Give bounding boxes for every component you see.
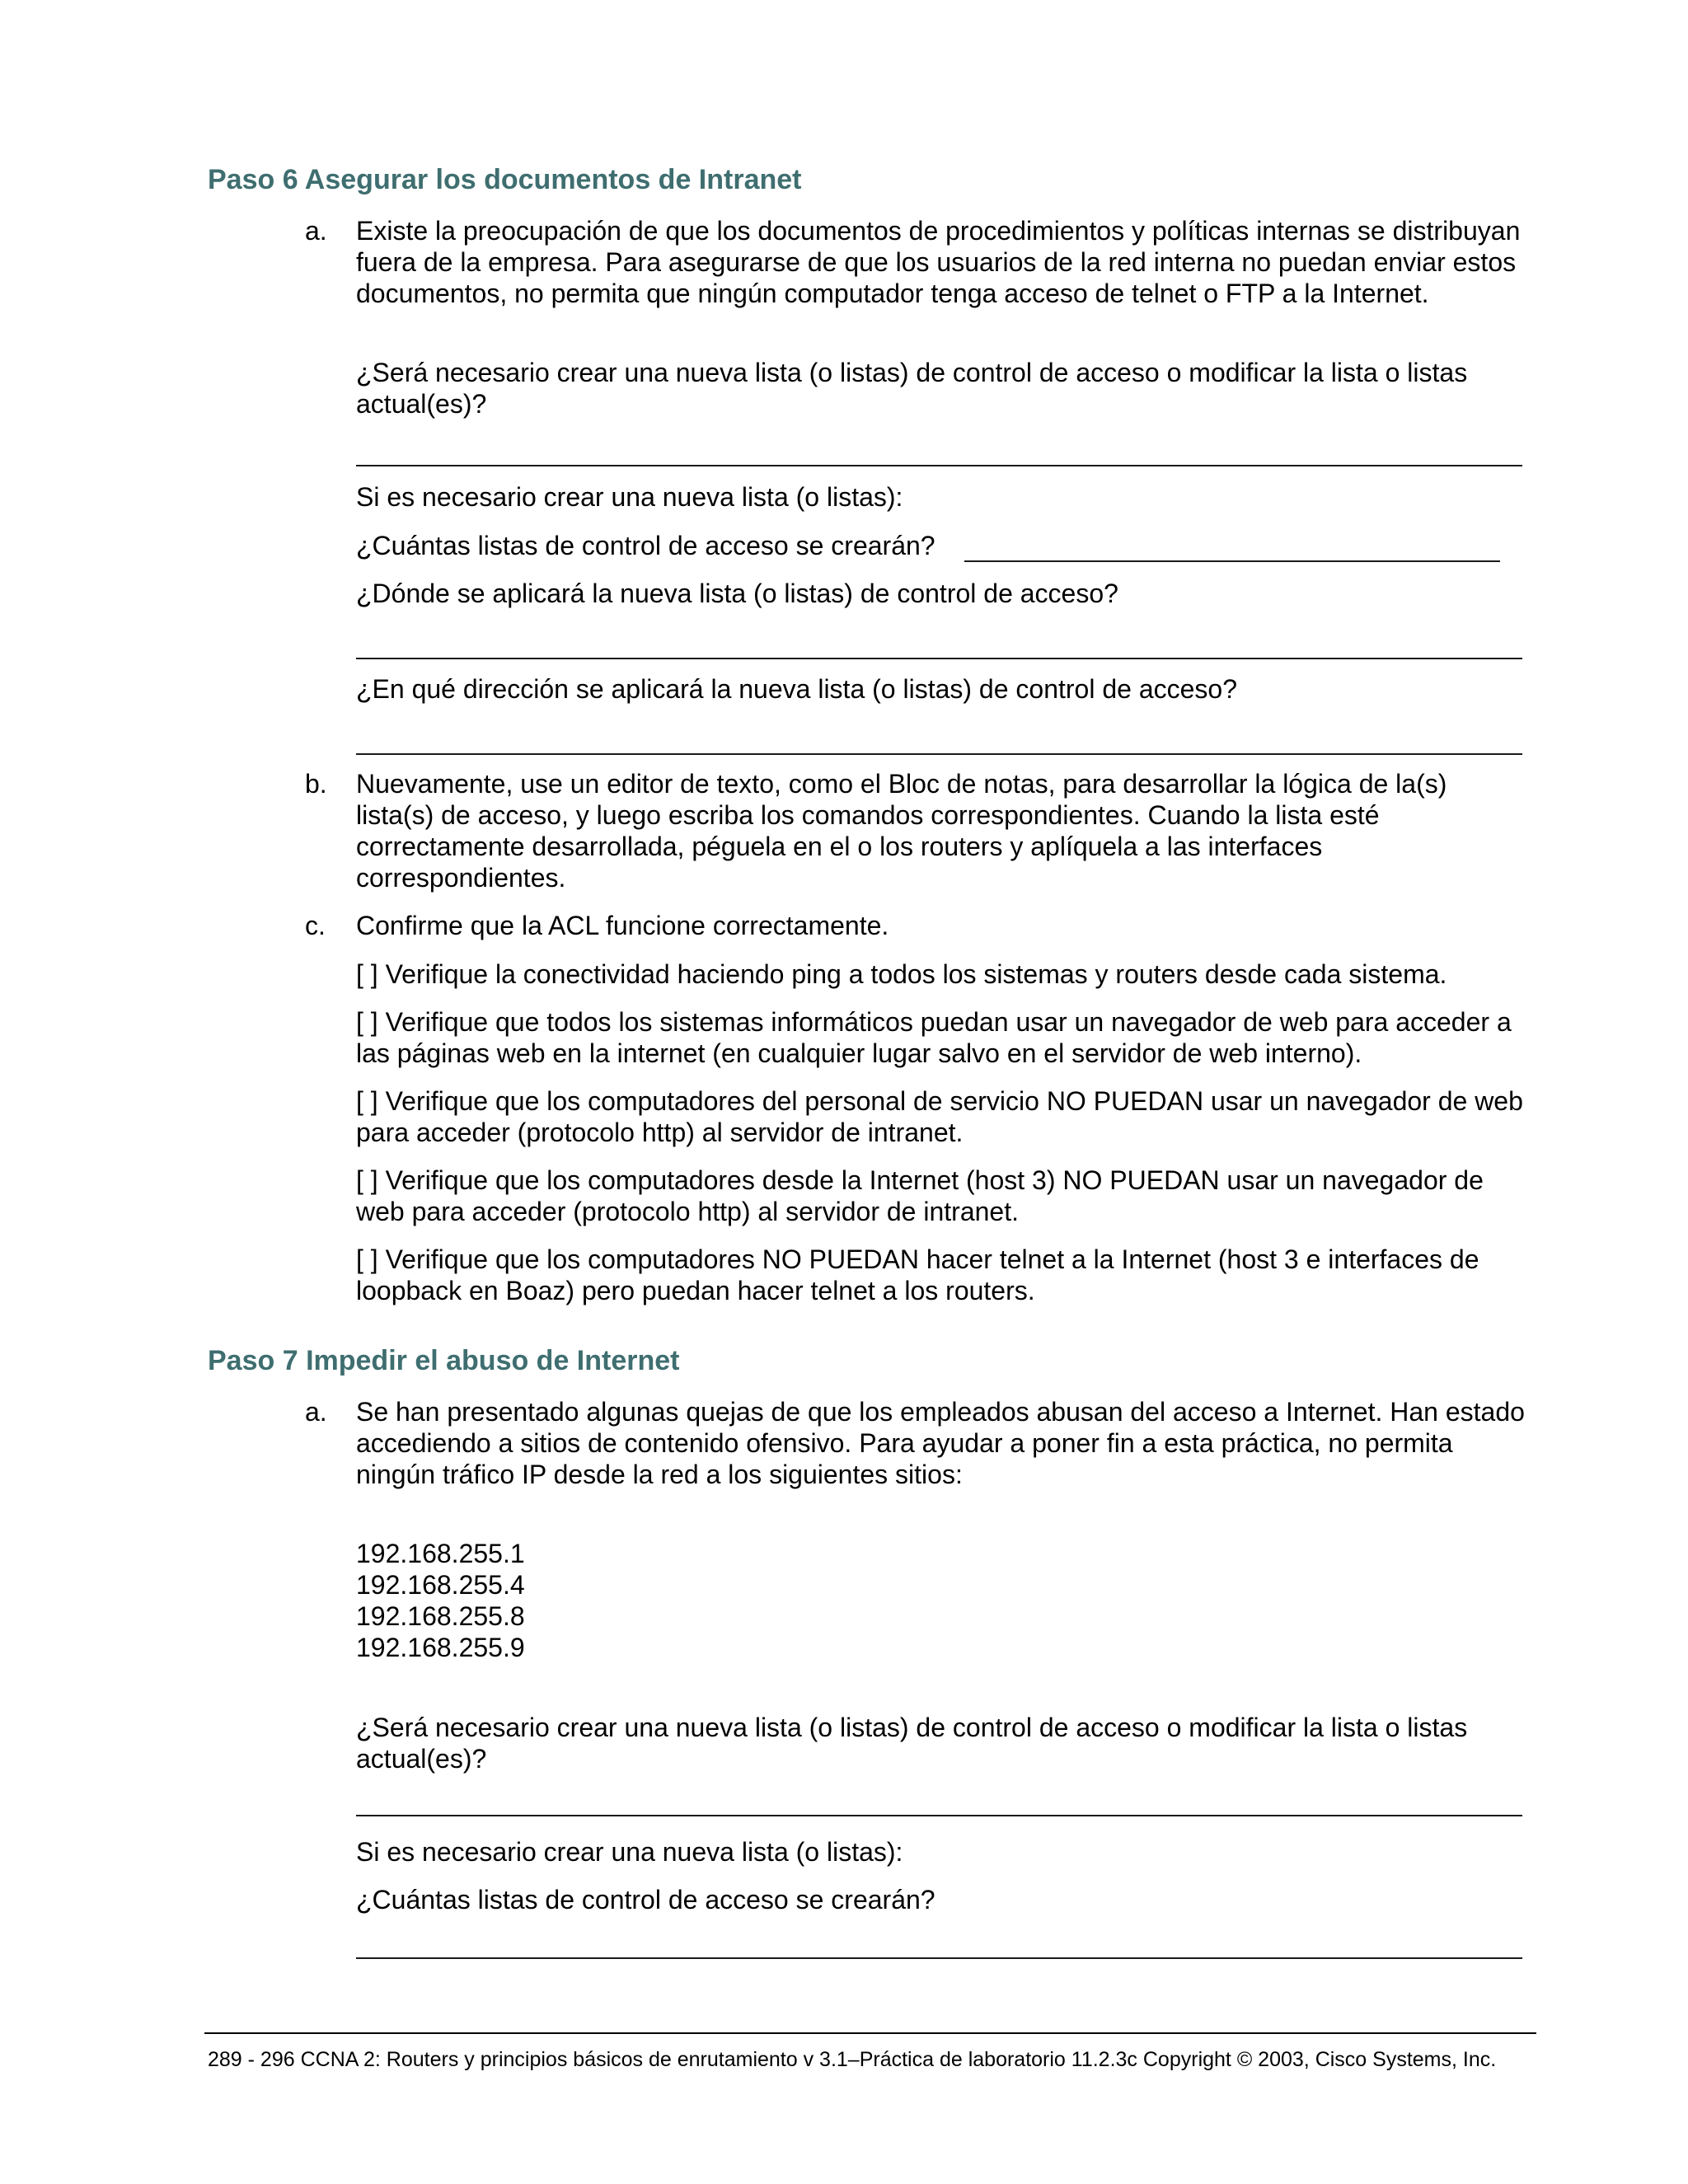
step-6-c-text: Confirme que la ACL funcione correctamente. (356, 911, 889, 940)
ip-address: 192.168.255.8 (356, 1601, 525, 1631)
step-6-c-marker: c. (305, 911, 326, 940)
step-6-question-how-many: ¿Cuántas listas de control de acceso se crearán? (356, 531, 935, 560)
answer-line-direction[interactable] (356, 753, 1522, 755)
check-item-telnet[interactable]: [ ] Verifique que los computadores NO PUEDAN hacer telnet a la Internet (host 3 e interfaces de loopback en Boaz) pero puedan hacer telnet a los routers. (356, 1244, 1479, 1305)
ip-address: 192.168.255.1 (356, 1539, 525, 1568)
step-6-heading: Paso 6 Asegurar los documentos de Intranet (208, 164, 802, 195)
step-7-a-marker: a. (305, 1397, 327, 1427)
check-item-web-access[interactable]: [ ] Verifique que todos los sistemas informáticos puedan usar un navegador de web para acceder a las páginas web en la internet (en cualquier lugar salvo en el servidor de web interno). (356, 1007, 1512, 1068)
step-6-if-new-label: Si es necesario crear una nueva lista (o listas): (356, 482, 903, 512)
step-7-question-how-many: ¿Cuántas listas de control de acceso se crearán? (356, 1885, 935, 1915)
check-item-service-staff-http[interactable]: [ ] Verifique que los computadores del personal de servicio NO PUEDAN usar un navegador de web para acceder (protocolo http) al servidor de intranet. (356, 1086, 1523, 1147)
step-6-b-marker: b. (305, 769, 327, 799)
step-7-heading: Paso 7 Impedir el abuso de Internet (208, 1345, 680, 1376)
answer-line-step7-how-many[interactable] (356, 1957, 1522, 1959)
ip-address: 192.168.255.9 (356, 1633, 525, 1662)
step-7-question-modify: ¿Será necesario crear una nueva lista (o listas) de control de acceso o modificar la lista o listas actual(es)? (356, 1713, 1468, 1774)
blocked-ip-list (356, 1538, 525, 1663)
footer-copyright: 289 - 296 CCNA 2: Routers y principios básicos de enrutamiento v 3.1–Práctica de laboratorio 11.2.3c Copyright © 2003, Cisco Systems, Inc. (208, 2048, 1497, 2071)
step-7-a-text: Se han presentado algunas quejas de que los empleados abusan del acceso a Internet. Han estado accediendo a sitios de contenido ofensivo. Para ayudar a poner fin a esta práctica, no permita ningún tráfico IP desde la red a los siguientes sitios: (356, 1397, 1525, 1489)
step-6-question-direction: ¿En qué dirección se aplicará la nueva lista (o listas) de control de acceso? (356, 674, 1238, 704)
step-6-question-modify: ¿Será necesario crear una nueva lista (o listas) de control de acceso o modificar la lista o listas actual(es)? (356, 358, 1468, 419)
step-6-b-text: Nuevamente, use un editor de texto, como el Bloc de notas, para desarrollar la lógica de la(s) lista(s) de acceso, y luego escriba los comandos correspondientes. Cuando la lista esté correctamente desarrollada, péguela en el o los routers y aplíquela a las interfaces correspondientes. (356, 769, 1447, 893)
step-6-question-where: ¿Dónde se aplicará la nueva lista (o listas) de control de acceso? (356, 579, 1118, 608)
answer-line-modify[interactable] (356, 465, 1522, 466)
footer-rule (204, 2032, 1536, 2034)
check-item-internet-host-http[interactable]: [ ] Verifique que los computadores desde la Internet (host 3) NO PUEDAN usar un navegador de web para acceder (protocolo http) al servidor de intranet. (356, 1165, 1484, 1226)
check-item-ping[interactable]: [ ] Verifique la conectividad haciendo ping a todos los sistemas y routers desde cada sistema. (356, 959, 1447, 989)
ip-address: 192.168.255.4 (356, 1570, 525, 1600)
step-6-a-marker: a. (305, 216, 327, 246)
answer-line-where[interactable] (356, 658, 1522, 659)
step-6-a-text: Existe la preocupación de que los documentos de procedimientos y políticas internas se distribuyan fuera de la empresa. Para asegurarse de que los usuarios de la red interna no puedan enviar estos documentos, no permita que ningún computador tenga acceso de telnet o FTP a la Internet. (356, 216, 1521, 308)
step-7-if-new-label: Si es necesario crear una nueva lista (o listas): (356, 1837, 903, 1867)
answer-line-step7-modify[interactable] (356, 1815, 1522, 1816)
answer-line-how-many[interactable] (964, 560, 1500, 562)
